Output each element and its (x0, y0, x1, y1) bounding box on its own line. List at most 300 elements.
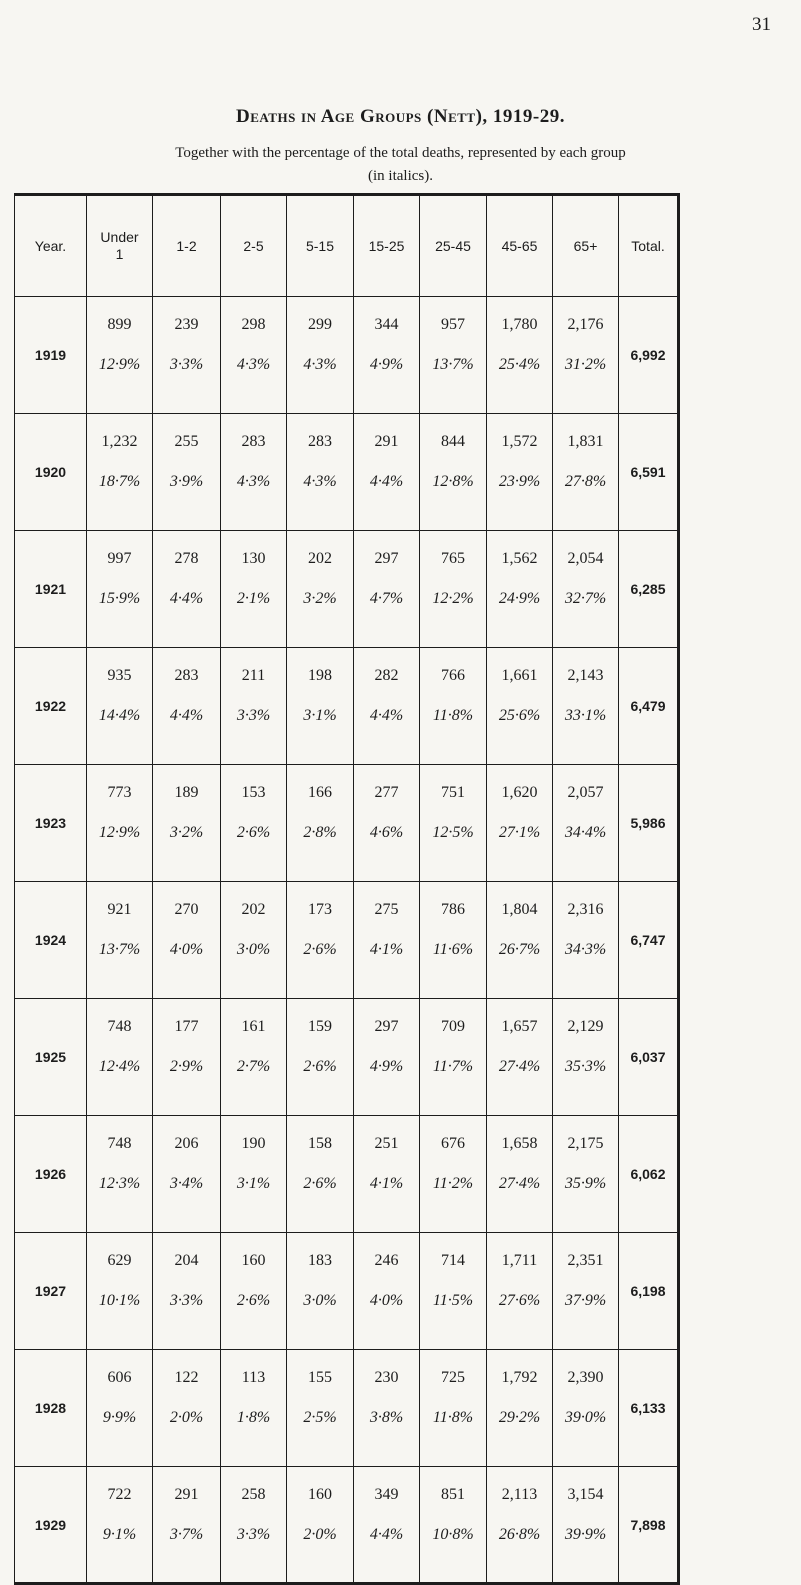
year-cell: 1928 (15, 1350, 87, 1467)
total-cell: 6,062 (619, 1116, 679, 1233)
death-count: 298 (241, 316, 266, 333)
death-percentage: 3·8% (369, 1409, 404, 1426)
death-count: 1,562 (501, 550, 538, 567)
death-percentage: 11·2% (432, 1175, 474, 1192)
cell-45-65 (487, 1233, 553, 1350)
cell-1-2 (153, 1116, 221, 1233)
cell-1-2 (153, 1467, 221, 1584)
cell-2-5 (221, 882, 287, 999)
cell-45-65 (487, 765, 553, 882)
year-cell: 1920 (15, 414, 87, 531)
death-percentage: 29·2% (498, 1409, 541, 1426)
header-under-1-line-2: 1 (115, 246, 124, 262)
year-cell: 1926 (15, 1116, 87, 1233)
death-percentage: 2·8% (303, 824, 337, 841)
death-count: 1,661 (501, 667, 538, 684)
cell-2-5 (221, 297, 287, 414)
death-percentage: 4·0% (169, 941, 204, 958)
death-count: 202 (308, 550, 332, 567)
cell-45-65 (487, 999, 553, 1116)
death-count: 1,780 (501, 316, 538, 333)
death-count: 297 (374, 550, 399, 567)
death-percentage: 11·5% (432, 1292, 474, 1309)
death-count: 153 (241, 784, 266, 801)
cell-25-45 (420, 531, 487, 648)
cell-15-25 (354, 297, 420, 414)
death-count: 239 (174, 316, 199, 333)
cell-15-25 (354, 765, 420, 882)
death-percentage: 3·3% (169, 1292, 204, 1309)
death-percentage: 4·9% (369, 1058, 404, 1075)
cell-25-45 (420, 297, 487, 414)
death-percentage: 4·1% (369, 941, 404, 958)
total-cell: 6,198 (619, 1233, 679, 1350)
death-percentage: 12·3% (98, 1175, 141, 1192)
death-percentage: 34·3% (564, 941, 607, 958)
death-percentage: 3·7% (169, 1526, 204, 1543)
death-percentage: 15·9% (98, 590, 141, 607)
death-percentage: 25·6% (498, 707, 541, 724)
death-percentage: 4·0% (369, 1292, 404, 1309)
death-count: 198 (308, 667, 332, 684)
death-percentage: 27·8% (564, 473, 607, 490)
death-count: 283 (241, 433, 266, 450)
death-percentage: 1·8% (236, 1409, 271, 1426)
death-percentage: 4·4% (169, 707, 204, 724)
cell-1-2 (153, 1233, 221, 1350)
death-percentage: 2·5% (303, 1409, 337, 1426)
death-percentage: 35·3% (564, 1058, 607, 1075)
death-count: 130 (241, 550, 266, 567)
cell-25-45 (420, 1116, 487, 1233)
cell-15-25 (354, 882, 420, 999)
cell-25-45 (420, 1233, 487, 1350)
death-count: 899 (107, 316, 132, 333)
death-count: 251 (374, 1135, 399, 1152)
year-cell: 1924 (15, 882, 87, 999)
header-45-65: 45-65 (487, 195, 553, 297)
death-percentage: 3·3% (236, 707, 271, 724)
death-percentage: 12·2% (432, 590, 474, 607)
death-count: 765 (441, 550, 465, 567)
header-2-5: 2-5 (221, 195, 287, 297)
death-percentage: 2·7% (236, 1058, 271, 1075)
death-count: 158 (308, 1135, 332, 1152)
death-count: 1,792 (501, 1369, 538, 1386)
table-row (15, 765, 679, 882)
page-number: 31 (752, 14, 771, 35)
death-count: 751 (441, 784, 465, 801)
cell-65-plus (553, 648, 619, 765)
death-percentage: 4·4% (369, 1526, 404, 1543)
cell-5-15 (287, 999, 354, 1116)
header-under-1-line-1: Under (100, 229, 139, 245)
death-percentage: 27·6% (498, 1292, 541, 1309)
header-year: Year. (15, 195, 87, 297)
subtitle-line-2: (in italics). (368, 168, 433, 184)
death-count: 921 (107, 901, 132, 918)
death-count: 786 (441, 901, 465, 918)
cell-under-1 (87, 531, 153, 648)
total-cell: 6,747 (619, 882, 679, 999)
death-count: 177 (174, 1018, 199, 1035)
death-percentage: 2·0% (169, 1409, 204, 1426)
total-cell: 6,133 (619, 1350, 679, 1467)
cell-under-1 (87, 1350, 153, 1467)
cell-1-2 (153, 882, 221, 999)
death-percentage: 3·0% (236, 941, 271, 958)
table-row (15, 648, 679, 765)
death-percentage: 25·4% (498, 356, 541, 373)
cell-under-1 (87, 414, 153, 531)
total-cell: 6,479 (619, 648, 679, 765)
death-percentage: 39·9% (564, 1526, 607, 1543)
cell-15-25 (354, 1467, 420, 1584)
cell-2-5 (221, 1233, 287, 1350)
cell-5-15 (287, 1350, 354, 1467)
death-percentage: 11·8% (432, 1409, 474, 1426)
death-count: 722 (107, 1486, 132, 1503)
death-count: 2,176 (567, 316, 604, 333)
death-percentage: 4·7% (369, 590, 404, 607)
death-count: 183 (308, 1252, 332, 1269)
death-count: 2,054 (567, 550, 604, 567)
death-count: 190 (241, 1135, 266, 1152)
death-percentage: 4·4% (369, 473, 404, 490)
total-cell: 6,285 (619, 531, 679, 648)
cell-65-plus (553, 531, 619, 648)
header-65-plus: 65+ (553, 195, 619, 297)
death-count: 1,572 (501, 433, 538, 450)
death-percentage: 14·4% (98, 707, 141, 724)
cell-under-1 (87, 999, 153, 1116)
death-count: 206 (174, 1135, 199, 1152)
death-count: 748 (107, 1135, 132, 1152)
death-count: 160 (308, 1486, 332, 1503)
cell-2-5 (221, 648, 287, 765)
death-count: 935 (107, 667, 132, 684)
cell-45-65 (487, 1116, 553, 1233)
table-row (15, 882, 679, 999)
table-row (15, 1467, 679, 1584)
death-percentage: 3·3% (169, 356, 204, 373)
cell-65-plus (553, 1350, 619, 1467)
cell-1-2 (153, 531, 221, 648)
header-1-2: 1-2 (153, 195, 221, 297)
death-count: 291 (374, 433, 399, 450)
death-count: 204 (174, 1252, 199, 1269)
death-count: 173 (308, 901, 332, 918)
death-percentage: 11·7% (432, 1058, 474, 1075)
death-percentage: 26·7% (498, 941, 541, 958)
total-cell: 6,037 (619, 999, 679, 1116)
cell-65-plus (553, 765, 619, 882)
death-count: 349 (374, 1486, 399, 1503)
death-count: 725 (441, 1369, 465, 1386)
cell-under-1 (87, 297, 153, 414)
death-count: 1,804 (501, 901, 538, 918)
cell-25-45 (420, 414, 487, 531)
death-percentage: 2·6% (236, 1292, 271, 1309)
death-percentage: 2·9% (169, 1058, 204, 1075)
death-count: 113 (241, 1369, 266, 1386)
cell-5-15 (287, 1233, 354, 1350)
cell-65-plus (553, 999, 619, 1116)
subtitle (0, 142, 801, 188)
death-count: 202 (241, 901, 266, 918)
death-percentage: 4·6% (369, 824, 404, 841)
death-percentage: 31·2% (564, 356, 607, 373)
cell-2-5 (221, 531, 287, 648)
death-count: 2,390 (567, 1369, 604, 1386)
death-percentage: 12·5% (432, 824, 474, 841)
cell-25-45 (420, 648, 487, 765)
header-5-15: 5-15 (287, 195, 354, 297)
cell-65-plus (553, 1116, 619, 1233)
cell-under-1 (87, 1233, 153, 1350)
death-percentage: 2·6% (236, 824, 271, 841)
total-cell: 6,992 (619, 297, 679, 414)
death-count: 606 (107, 1369, 132, 1386)
death-count: 275 (374, 901, 399, 918)
table-row (15, 1116, 679, 1233)
death-count: 246 (374, 1252, 399, 1269)
cell-2-5 (221, 765, 287, 882)
cell-under-1 (87, 765, 153, 882)
cell-15-25 (354, 1350, 420, 1467)
table-row (15, 1233, 679, 1350)
cell-under-1 (87, 882, 153, 999)
cell-1-2 (153, 414, 221, 531)
cell-15-25 (354, 531, 420, 648)
death-percentage: 27·4% (498, 1175, 541, 1192)
table-row (15, 999, 679, 1116)
death-count: 189 (174, 784, 199, 801)
cell-45-65 (487, 297, 553, 414)
death-percentage: 9·1% (102, 1526, 137, 1543)
deaths-table (14, 193, 680, 1585)
table-body (15, 297, 679, 1584)
death-count: 344 (374, 316, 399, 333)
death-percentage: 11·8% (432, 707, 474, 724)
cell-2-5 (221, 1350, 287, 1467)
cell-45-65 (487, 1467, 553, 1584)
cell-65-plus (553, 1467, 619, 1584)
death-count: 2,057 (567, 784, 604, 801)
death-count: 957 (441, 316, 465, 333)
year-cell: 1925 (15, 999, 87, 1116)
header-15-25: 15-25 (354, 195, 420, 297)
death-count: 161 (241, 1018, 266, 1035)
cell-15-25 (354, 999, 420, 1116)
cell-5-15 (287, 1116, 354, 1233)
total-cell: 6,591 (619, 414, 679, 531)
table-row (15, 297, 679, 414)
death-count: 160 (241, 1252, 266, 1269)
year-cell: 1919 (15, 297, 87, 414)
death-count: 297 (374, 1018, 399, 1035)
death-percentage: 3·2% (169, 824, 204, 841)
header-under-1 (87, 195, 153, 297)
death-count: 676 (441, 1135, 465, 1152)
cell-65-plus (553, 297, 619, 414)
header-total: Total. (619, 195, 679, 297)
death-percentage: 2·6% (303, 1058, 337, 1075)
table-row (15, 414, 679, 531)
cell-2-5 (221, 999, 287, 1116)
death-percentage: 12·4% (98, 1058, 141, 1075)
death-count: 2,113 (501, 1486, 538, 1503)
cell-25-45 (420, 882, 487, 999)
death-percentage: 4·4% (369, 707, 404, 724)
year-cell: 1929 (15, 1467, 87, 1584)
cell-65-plus (553, 1233, 619, 1350)
cell-45-65 (487, 882, 553, 999)
death-count: 155 (308, 1369, 332, 1386)
cell-1-2 (153, 999, 221, 1116)
death-percentage: 34·4% (564, 824, 607, 841)
cell-under-1 (87, 1467, 153, 1584)
death-percentage: 12·8% (432, 473, 474, 490)
death-percentage: 3·1% (236, 1175, 271, 1192)
cell-5-15 (287, 765, 354, 882)
death-percentage: 27·4% (498, 1058, 541, 1075)
death-count: 230 (374, 1369, 399, 1386)
death-count: 277 (374, 784, 399, 801)
death-count: 2,143 (567, 667, 604, 684)
death-count: 1,232 (101, 433, 138, 450)
cell-1-2 (153, 765, 221, 882)
death-count: 3,154 (567, 1486, 604, 1503)
cell-45-65 (487, 1350, 553, 1467)
death-count: 270 (174, 901, 199, 918)
year-cell: 1922 (15, 648, 87, 765)
total-cell: 5,986 (619, 765, 679, 882)
table-row (15, 1350, 679, 1467)
death-percentage: 3·4% (169, 1175, 204, 1192)
year-cell: 1921 (15, 531, 87, 648)
cell-15-25 (354, 1233, 420, 1350)
cell-25-45 (420, 999, 487, 1116)
death-count: 255 (174, 433, 199, 450)
cell-under-1 (87, 1116, 153, 1233)
death-percentage: 27·1% (498, 824, 541, 841)
death-percentage: 4·3% (236, 473, 271, 490)
death-percentage: 3·1% (303, 707, 337, 724)
death-count: 709 (441, 1018, 465, 1035)
death-percentage: 9·9% (102, 1409, 137, 1426)
death-percentage: 12·9% (98, 824, 141, 841)
death-percentage: 3·9% (169, 473, 204, 490)
death-count: 1,711 (501, 1252, 538, 1269)
death-count: 2,316 (567, 901, 604, 918)
death-percentage: 4·4% (169, 590, 204, 607)
death-percentage: 3·2% (303, 590, 337, 607)
cell-2-5 (221, 414, 287, 531)
death-percentage: 4·3% (303, 356, 337, 373)
death-count: 766 (441, 667, 465, 684)
death-percentage: 2·6% (303, 941, 337, 958)
death-count: 166 (308, 784, 332, 801)
total-cell: 7,898 (619, 1467, 679, 1584)
cell-45-65 (487, 531, 553, 648)
cell-5-15 (287, 1467, 354, 1584)
year-cell: 1923 (15, 765, 87, 882)
death-count: 1,657 (501, 1018, 538, 1035)
death-count: 2,351 (567, 1252, 604, 1269)
death-count: 299 (308, 316, 332, 333)
cell-2-5 (221, 1467, 287, 1584)
cell-1-2 (153, 297, 221, 414)
cell-5-15 (287, 414, 354, 531)
cell-under-1 (87, 648, 153, 765)
death-count: 1,658 (501, 1135, 538, 1152)
death-count: 748 (107, 1018, 132, 1035)
cell-2-5 (221, 1116, 287, 1233)
death-count: 773 (107, 784, 132, 801)
death-count: 282 (374, 667, 399, 684)
cell-5-15 (287, 297, 354, 414)
cell-15-25 (354, 1116, 420, 1233)
page-title: Deaths in Age Groups (Nett), 1919-29. (235, 106, 566, 127)
death-count: 211 (241, 667, 266, 684)
cell-25-45 (420, 1350, 487, 1467)
death-percentage: 4·3% (236, 356, 271, 373)
death-percentage: 11·6% (432, 941, 474, 958)
table-row (15, 531, 679, 648)
cell-45-65 (487, 648, 553, 765)
cell-25-45 (420, 1467, 487, 1584)
cell-1-2 (153, 1350, 221, 1467)
header-25-45: 25-45 (420, 195, 487, 297)
death-count: 159 (308, 1018, 332, 1035)
death-percentage: 32·7% (564, 590, 607, 607)
death-percentage: 13·7% (432, 356, 474, 373)
death-count: 1,831 (567, 433, 604, 450)
death-percentage: 2·0% (303, 1526, 337, 1543)
death-percentage: 2·6% (303, 1175, 337, 1192)
death-percentage: 18·7% (98, 473, 141, 490)
death-percentage: 2·1% (236, 590, 271, 607)
death-count: 714 (441, 1252, 465, 1269)
death-percentage: 33·1% (564, 707, 607, 724)
death-count: 1,620 (501, 784, 538, 801)
cell-1-2 (153, 648, 221, 765)
death-percentage: 35·9% (564, 1175, 607, 1192)
cell-45-65 (487, 414, 553, 531)
death-percentage: 12·9% (98, 356, 141, 373)
cell-5-15 (287, 531, 354, 648)
cell-15-25 (354, 414, 420, 531)
cell-5-15 (287, 648, 354, 765)
year-cell: 1927 (15, 1233, 87, 1350)
death-percentage: 26·8% (498, 1526, 541, 1543)
death-percentage: 4·1% (369, 1175, 404, 1192)
death-count: 2,175 (567, 1135, 604, 1152)
death-count: 283 (174, 667, 199, 684)
death-count: 278 (174, 550, 199, 567)
death-percentage: 23·9% (498, 473, 541, 490)
death-count: 629 (107, 1252, 132, 1269)
death-percentage: 10·1% (98, 1292, 141, 1309)
cell-15-25 (354, 648, 420, 765)
death-count: 283 (308, 433, 332, 450)
cell-65-plus (553, 414, 619, 531)
death-percentage: 24·9% (498, 590, 541, 607)
cell-5-15 (287, 882, 354, 999)
death-percentage: 13·7% (98, 941, 141, 958)
death-count: 291 (174, 1486, 199, 1503)
